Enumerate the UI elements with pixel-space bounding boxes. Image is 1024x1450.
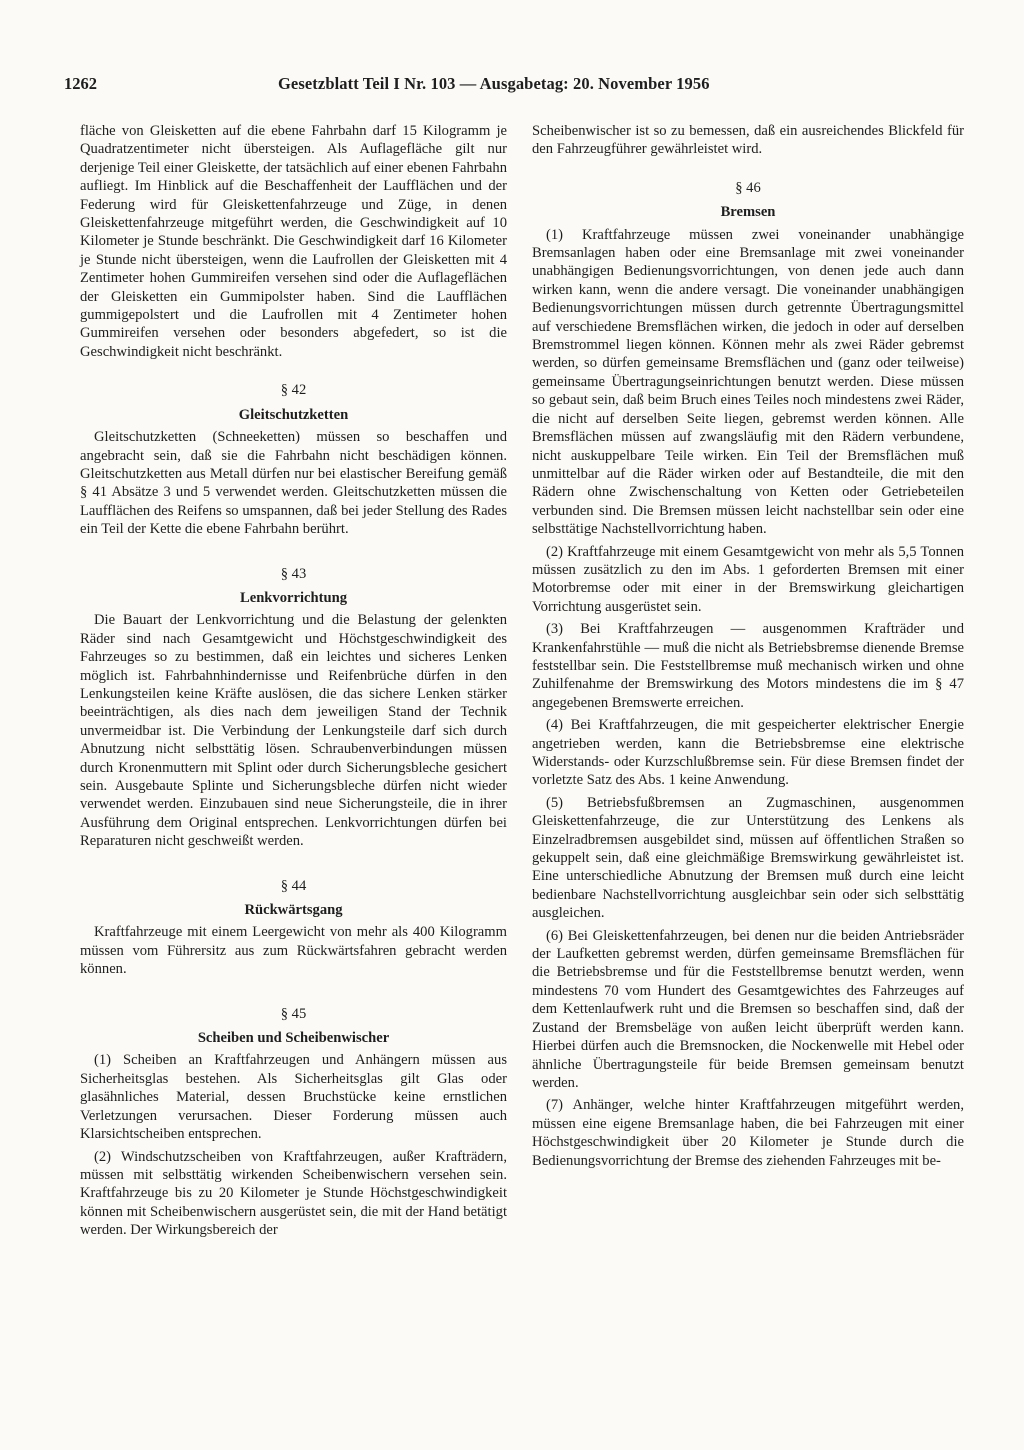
section-title-42: Gleitschutzketten bbox=[238, 406, 349, 423]
continued-paragraph: fläche von Gleisketten auf die ebene Fahrbahn darf 15 Kilogramm je Quadratzentimeter nicht übersteigen. Als Auflagefläche gilt nur derjenige Teil einer Gleiskette, der tatsächlich auf einer ebenen Fahrbahn aufliegt. Im Hinblick auf die Beschaffenheit der Laufflächen und der Federung wird für Gleiskettenfahrzeuge und Züge, in denen Gleiskettenfahrzeuge mitgeführt werden, die Geschwindigkeit auf 10 Kilometer je Stunde beschränkt. Die Geschwindigkeit darf 16 Kilometer je Stunde nicht übersteigen, wenn die Laufrollen der Gleisketten mit 4 Zentimeter hohen Gummireifen versehen sind oder die Auflageflächen der Gleisketten ein Gummipolster haben. Sind die Laufflächen gummigepolstert und die Laufrollen mit 4 Zentimeter hohen Gummireifen versehen oder besonders abgefedert, so ist die Geschwindigkeit nicht beschränkt. bbox=[80, 123, 507, 360]
section-title-45: Scheiben und Scheibenwischer bbox=[197, 1030, 390, 1047]
left-column bbox=[80, 122, 507, 1240]
section-46-paragraph-3: (3) Bei Kraftfahrzeugen — ausgenommen Krafträder und Krankenfahrstühle — muß die nicht als Betriebsbremse dienende Bremse feststellbar sein. Die Feststellbremse muß mechanisch wirken und ohne Zuhilfenahme der Bremswirkung des Motors mindestens die im § 47 angegebenen Bremswerte erreichen. bbox=[532, 621, 964, 711]
section-text-44: Kraftfahrzeuge mit einem Leergewicht von mehr als 400 Kilogramm müssen vom Führersitz aus zum Rückwärtsfahren gebracht werden können. bbox=[80, 924, 507, 978]
section-title-43: Lenkvorrichtung bbox=[239, 589, 348, 606]
section-number-42: § 42 bbox=[280, 382, 307, 399]
section-number-43: § 43 bbox=[280, 565, 307, 582]
page-number: 1262 bbox=[64, 74, 97, 93]
section-46-paragraph-6: (6) Bei Gleiskettenfahrzeugen, bei denen nur die beiden Antriebsräder der Laufketten gebremst werden, dürfen gemeinsame Bremsflächen für die Betriebsbremse und für die Feststellbremse benutzt werden, wenn mindestens 70 vom Hundert des Gesamtgewichtes des Fahrzeuges auf dem Kettenlaufwerk ruht und die Bremsen so beschaffen sind, daß der Zustand der Bremsbeläge von außen leicht überprüft werden kann. Hierbei dürfen auch die Bremsnocken, die Nockenwelle mit Hebel oder ähnliche Übertragungsteile für beide Bremsen gemeinsam benutzt werden. bbox=[532, 927, 964, 1091]
section-text-43: Die Bauart der Lenkvorrichtung und die Belastung der gelenkten Räder sind nach Gesamtgewicht und Höchstgeschwindigkeit des Fahrzeuges so zu bestimmen, daß ein leichtes und sicheres Lenken möglich ist. Fahrbahnhindernisse und Reifenbrüche dürfen in den Lenkungsteilen keine Kräfte auslösen, die das sichere Lenken stärker beeinträchtigen, als dies nach dem jeweiligen Stand der Technik unvermeidbar ist. Die Verbindung der Lenkungsteile darf sich durch Abnutzung nicht selbsttätig lösen. Schraubenverbindungen müssen durch Kronenmuttern mit Splint oder durch Sicherungsbleche gesichert sein. Ausgebaute Splinte und Sicherungsbleche dürfen nicht wieder verwendet werden. Einzubauen sind neue Sicherungsteile, die in ihrer Ausführung dem Original entsprechen. Lenkvorrichtungen dürfen bei Reparaturen nicht geschweißt werden. bbox=[80, 612, 507, 850]
section-45-paragraph-2: (2) Windschutzscheiben von Kraftfahrzeugen, außer Krafträdern, müssen mit selbsttätig wirkenden Scheibenwischern versehen sein. Kraftfahrzeuge bis zu 20 Kilometer je Stunde Höchstgeschwindigkeit können mit Scheibenwischern ausgerüstet sein, die mit der Hand betätigt werden. Der Wirkungsbereich der bbox=[80, 1148, 507, 1239]
continued-paragraph-right: Scheibenwischer ist so zu bemessen, daß ein ausreichendes Blickfeld für den Fahrzeugführer gewährleistet wird. bbox=[532, 123, 964, 158]
section-title-44: Rückwärtsgang bbox=[244, 902, 343, 919]
gazette-title: Gesetzblatt Teil I Nr. 103 — Ausgabetag: 20. November 1956 bbox=[278, 74, 710, 93]
section-number-44: § 44 bbox=[280, 877, 307, 894]
section-number-45: § 45 bbox=[280, 1005, 307, 1022]
section-46-paragraph-2: (2) Kraftfahrzeuge mit einem Gesamtgewicht von mehr als 5,5 Tonnen müssen zusätzlich zu den im Abs. 1 geforderten Bremsen mit einer Motorbremse oder mit einer in der Bremswirkung gleichartigen Vorrichtung ausgerüstet sein. bbox=[532, 543, 964, 615]
section-46-paragraph-1: (1) Kraftfahrzeuge müssen zwei voneinander unabhängige Bremsanlagen haben oder eine Bremsanlage mit zwei voneinander unabhängigen Bedienungsvorrichtungen, von denen jede auch dann wirken kann, wenn die andere versagt. Die voneinander unabhängigen Bedienungsvorrichtungen müssen durch getrennte Übertragungsmittel auf verschiedene Bremsflächen wirken, die jedoch in oder auf derselben Bremstrommel liegen können. Können mehr als zwei Räder gebremst werden, so dürfen gemeinsame Bremsflächen und (ganz oder teilweise) gemeinsame Übertragungseinrichtungen benutzt werden. Diese müssen so gebaut sein, daß beim Bruch eines Teiles noch mindestens zwei Räder, die nicht auf derselben Seite liegen, gebremst werden können. Alle Bremsflächen müssen auf zwangsläufig mit den Rädern verbundene, nicht auskuppelbare Teile wirken. Ein Teil der Bremsflächen muß unmittelbar auf die Räder wirken oder auf Bestandteile, die mit den Rädern ohne Zwischenschaltung von Ketten oder Getriebeteilen verbunden sind. Die Bremsen müssen leicht nachstellbar sein oder eine selbsttätige Nachstellvorrichtung haben. bbox=[532, 226, 964, 538]
section-46-paragraph-7: (7) Anhänger, welche hinter Kraftfahrzeugen mitgeführt werden, müssen eine eigene Bremsanlage haben, die bei Fahrzeugen mit einer Höchstgeschwindigkeit über 20 Kilometer je Stunde durch die Bedienungsvorrichtung der Bremse des ziehenden Fahrzeuges mit be- bbox=[532, 1097, 964, 1169]
section-46-paragraph-4: (4) Bei Kraftfahrzeugen, die mit gespeicherter elektrischer Energie angetrieben werden, kann die Betriebsbremse eine elektrische Widerstands- oder Kurzschlußbremse sein. Für diese Bremsen findet der vorletzte Satz des Abs. 1 keine Anwendung. bbox=[532, 717, 964, 789]
section-title-46: Bremsen bbox=[720, 204, 776, 221]
section-46-paragraph-5: (5) Betriebsfußbremsen an Zugmaschinen, ausgenommen Gleiskettenfahrzeuge, die zur Unterstützung des Lenkens als Einzelradbremsen ausgebildet sind, müssen auf öffentlichen Straßen so gekuppelt sein, daß eine gleichmäßige Bremswirkung gewährleistet ist. Eine unterschiedliche Abnutzung der Bremsen muß durch eine leicht bedienbare Nachstellvorrichtung ausgleichbar sein oder sich selbsttätig ausgleichen. bbox=[532, 794, 964, 922]
section-45-paragraph-1: (1) Scheiben an Kraftfahrzeugen und Anhängern müssen aus Sicherheitsglas bestehen. Als Sicherheitsglas gilt Glas oder glasähnliches Material, dessen Bruchstücke keine ernstlichen Verletzungen verursachen. Dieser Forderung müssen auch Klarsichtscheiben entsprechen. bbox=[80, 1052, 507, 1143]
right-column bbox=[532, 122, 964, 1170]
section-number-46: § 46 bbox=[735, 179, 761, 196]
section-text-42: Gleitschutzketten (Schneeketten) müssen so beschaffen und angebracht sein, daß sie die Fahrbahn nicht beschädigen können. Gleitschutzketten aus Metall dürfen nur bei elastischer Bereifung gemäß § 41 Absätze 3 und 5 verwendet werden. Gleitschutzketten müssen die Laufflächen des Reifens so umspannen, daß bei jeder Stellung des Rades ein Teil der Kette die ebene Fahrbahn berührt. bbox=[80, 429, 507, 538]
